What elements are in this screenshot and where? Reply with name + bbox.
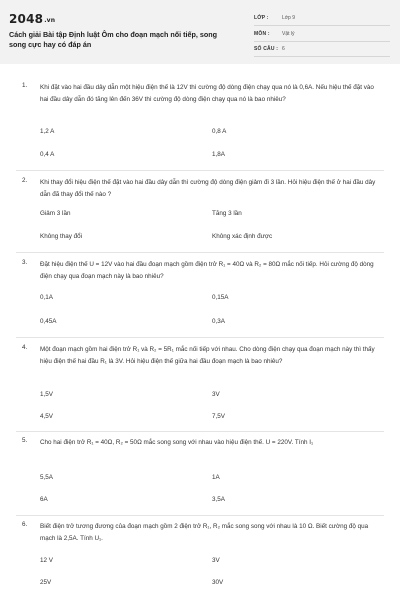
- meta-value: Lớp 9: [282, 15, 296, 21]
- meta-row-count: [254, 43, 390, 57]
- option-a[interactable]: 1,5V: [40, 391, 53, 398]
- option-b[interactable]: Tăng 3 lần: [212, 210, 242, 217]
- option-c[interactable]: 0,45A: [40, 318, 57, 325]
- question-text: Khi đặt vào hai đầu dây dẫn một hiệu điện thế là 12V thì cường độ dòng điện chạy qua nó là 0,6A. Nếu hiệu thế đặt vào hai đầu dây dẫn đó tăng lên đến 36V thì cường độ dòng điện chạy qua nó là bao nhiêu?: [40, 84, 374, 103]
- meta-value: Vật lý: [282, 31, 295, 37]
- option-c[interactable]: 25V: [40, 579, 52, 586]
- option-d[interactable]: 0,3A: [212, 318, 225, 325]
- divider: [16, 170, 384, 171]
- question-number: 5.: [22, 437, 28, 444]
- question-text: Biết điện trở tương đương của đoạn mạch gồm 2 điện trở R₁, R₂ mắc song song với nhau là 10 Ω. Biết cường độ qua mạch là 2,5A. Tính U₁.: [40, 523, 369, 542]
- option-d[interactable]: 3,5A: [212, 496, 225, 503]
- divider: [16, 515, 384, 516]
- option-d[interactable]: 30V: [212, 579, 224, 586]
- logo-text: 2048: [9, 12, 44, 26]
- divider: [16, 431, 384, 432]
- option-b[interactable]: 1A: [212, 474, 220, 481]
- question-number: 1.: [22, 82, 28, 89]
- option-a[interactable]: 5,5A: [40, 474, 53, 481]
- option-d[interactable]: 1,8A: [212, 151, 225, 158]
- site-logo[interactable]: [9, 12, 55, 26]
- question-text: Cho hai điện trở R₁ = 40Ω, R₂ = 50Ω mắc song song với nhau vào hiệu điện thế. U = 220V. Tính I₁: [40, 439, 314, 446]
- option-a[interactable]: 1,2 A: [40, 128, 55, 135]
- meta-row-class: [254, 12, 390, 26]
- document-title: Cách giải Bài tập Định luật Ôm cho đoạn mạch nối tiếp, song song cực hay có đáp án: [9, 30, 218, 49]
- divider: [16, 252, 384, 253]
- option-b[interactable]: 3V: [212, 391, 220, 398]
- option-a[interactable]: Giảm 3 lần: [40, 210, 71, 217]
- question-text: Khi thay đổi hiệu điện thế đặt vào hai đầu dây dẫn thì cường độ dòng điện giảm đi 3 lần. Hỏi hiệu điện thế ở hai đầu dây dẫn đã thay đổi thế nào ?: [40, 179, 376, 198]
- option-c[interactable]: Không thay đổi: [40, 233, 83, 240]
- document-header: [0, 0, 400, 64]
- logo-suffix: .vn: [44, 17, 56, 24]
- option-a[interactable]: 0,1A: [40, 294, 53, 301]
- question-number: 2.: [22, 177, 28, 184]
- question-text: Một đoạn mạch gồm hai điện trở R₁ và R₂ = 5R₁ mắc nối tiếp với nhau. Cho dòng điện chạy qua đoạn mạch này thì thấy hiệu điện thế hai đầu R₁ là 3V. Hỏi hiệu điện thế giữa hai đầu đoạn mạch là bao nhiêu?: [40, 346, 375, 365]
- meta-row-subject: [254, 28, 390, 42]
- divider: [16, 337, 384, 338]
- meta-key: SỐ CÂU :: [254, 46, 279, 52]
- question-text: Đặt hiệu điện thế U = 12V vào hai đầu đoạn mạch gồm điện trở R₁ = 40Ω và R₂ = 80Ω mắc nối tiếp. Hỏi cường độ dòng điện chạy qua đoạn mạch này là bao nhiêu?: [40, 261, 374, 280]
- question-number: 6.: [22, 521, 28, 528]
- option-c[interactable]: 0,4 A: [40, 151, 55, 158]
- option-d[interactable]: Không xác định được: [212, 233, 273, 240]
- meta-value: 6: [282, 46, 285, 52]
- question-number: 4.: [22, 344, 28, 351]
- option-d[interactable]: 7,5V: [212, 413, 225, 420]
- question-number: 3.: [22, 259, 28, 266]
- meta-key: MÔN :: [254, 31, 270, 37]
- option-c[interactable]: 6A: [40, 496, 48, 503]
- option-a[interactable]: 12 V: [40, 557, 53, 564]
- option-b[interactable]: 0,8 A: [212, 128, 227, 135]
- option-b[interactable]: 3V: [212, 557, 220, 564]
- option-c[interactable]: 4,5V: [40, 413, 53, 420]
- meta-key: LỚP :: [254, 15, 269, 21]
- option-b[interactable]: 0,15A: [212, 294, 229, 301]
